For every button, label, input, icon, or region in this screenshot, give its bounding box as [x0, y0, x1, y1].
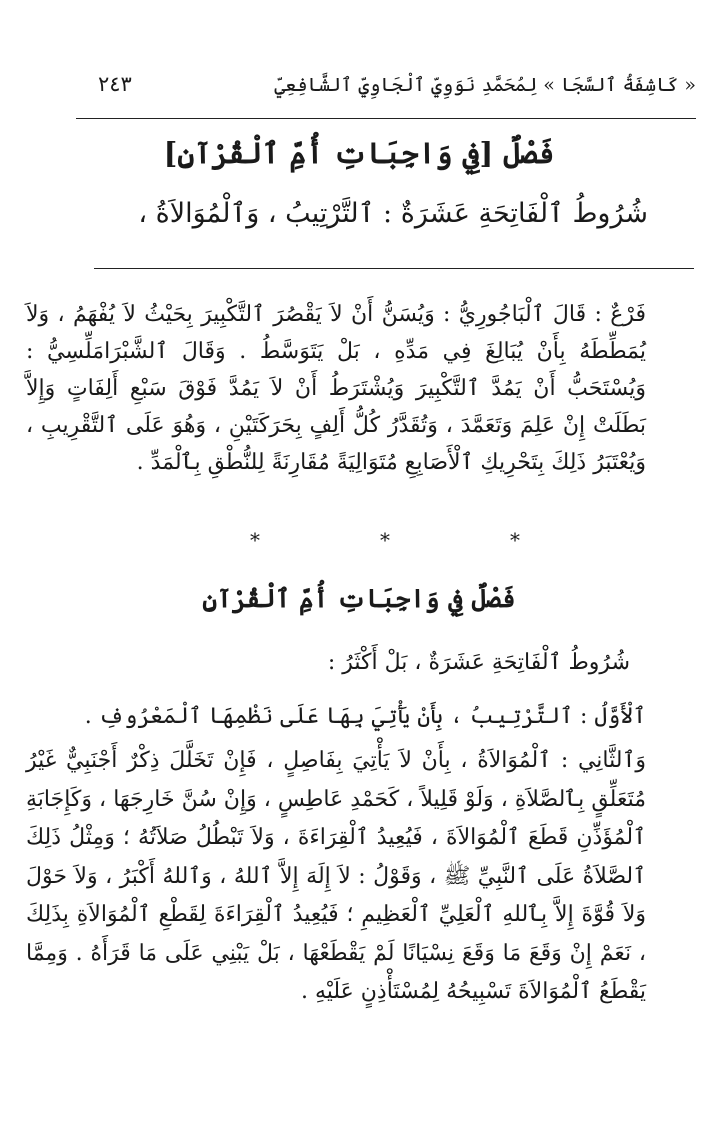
- separator-star-icon: *: [380, 528, 390, 552]
- sharh-chapter-heading: فَصْلٌ فِي وَاجِبَاتِ أُمِّ ٱلْقُرْآنِ: [202, 584, 516, 613]
- matn-text: شُرُوطُ ٱلْفَاتِحَةِ عَشَرَةٌ : ٱلتَّرْتِيبُ ، وَٱلْمُوَالاَةُ ،: [138, 198, 648, 229]
- header-title: « كَاشِفَةُ ٱلسَّجَا » لِمُحَمَّدِ نَوَوِيِّ ٱلْجَاوِيِّ ٱلشَّافِعِيِّ: [274, 74, 696, 96]
- separator-star-icon: *: [510, 528, 520, 552]
- sharh-first-condition: ٱلْأَوَّلُ : ٱلتَّرْتِيبُ ، بِأَنْ يَأْتِيَ بِهَا عَلَى نَظْمِهَا ٱلْمَعْرُوفِ .: [84, 704, 646, 729]
- page-number: ٢٤٣: [98, 72, 132, 96]
- sharh-second-condition: وَٱلثَّانِي : ٱلْمُوَالاَةُ ، بِأَنْ لاَ يَأْتِيَ بِفَاصِلٍ ، فَإِنْ تَخَلَّلَ ذِكْرٌ أَجْنَبِيٌّ غَيْرُ مُتَعَلِّقٍ بِٱلصَّلاَةِ ، وَلَوْ قَلِيلاً ، كَحَمْدِ عَاطِسٍ ، وَإِنْ سُنَّ خَارِجَهَا ، وَكَإِجَابَةِ ٱلْمُؤَذِّنِ قَطَعَ ٱلْمُوَالاَةَ ، فَيُعِيدُ ٱلْقِرَاءَةَ ، وَلاَ تَبْطُلُ صَلاَتُهُ ؛ وَمِثْلُ ذَلِكَ ٱلصَّلاَةُ عَلَى ٱلنَّبِيِّ ﷺ ، وَقَوْلُ : لاَ إِلَهَ إِلاَّ ٱللهُ ، وَٱللهُ أَكْبَرُ ، وَلاَ حَوْلَ وَلاَ قُوَّةَ إِلاَّ بِٱللهِ ٱلْعَلِيِّ ٱلْعَظِيمِ ؛ فَيُعِيدُ ٱلْقِرَاءَةَ لِقَطْعِ ٱلْمُوَالاَةِ بِذَلِكَ ، نَعَمْ إِنْ وَقَعَ مَا وَقَعَ نِسْيَانًا لَمْ يَقْطَعْهَا ، بَلْ يَبْنِي عَلَى مَا قَرَأَهُ . وَمِمَّا يَقْطَعُ ٱلْمُوَالاَةَ تَسْبِيحُهُ لِمُسْتَأْذِنٍ عَلَيْهِ .: [26, 748, 646, 1004]
- divider-line: [94, 268, 694, 269]
- matn-chapter-heading: فَصْلٌ [فِي وَاجِبَاتِ أُمِّ ٱلْقُرْآنِ]: [163, 136, 555, 170]
- sharh-intro-line: شُرُوطُ ٱلْفَاتِحَةِ عَشَرَةٌ ، بَلْ أَكْثَرُ :: [327, 650, 630, 675]
- note-paragraph: فَرْعٌ : قَالَ ٱلْبَاجُورِيُّ : وَيُسَنُّ أَنْ لاَ يَقْصُرَ ٱلتَّكْبِيرَ بِحَيْثُ لاَ يُفْهَمُ ، وَلاَ يُمَطِّطَهُ بِأَنْ يُبَالِغَ فِي مَدِّهِ ، بَلْ يَتَوَسَّطُ . وَقَالَ ٱلشَّبْرَامَلِّسِيُّ : وَيُسْتَحَبُّ أَنْ يَمُدَّ ٱلتَّكْبِيرَ وَيُشْتَرَطُ أَنْ لاَ يَمُدَّ فَوْقَ سَبْعِ أَلِفَاتٍ وَإِلاَّ بَطَلَتْ إِنْ عَلِمَ وَتَعَمَّدَ ، وَتُقَدَّرُ كُلُّ أَلِفٍ بِحَرَكَتَيْنِ ، وَهُوَ عَلَى ٱلتَّقْرِيبِ ، وَيُعْتَبَرُ ذَلِكَ بِتَحْرِيكِ ٱلْأَصَابِعِ مُتَوَالِيَةً مُقَارِنَةً لِلنُّطْقِ بِٱلْمَدِّ .: [26, 302, 646, 475]
- section-separator: [250, 528, 520, 552]
- running-header: [76, 66, 696, 119]
- separator-star-icon: *: [250, 528, 260, 552]
